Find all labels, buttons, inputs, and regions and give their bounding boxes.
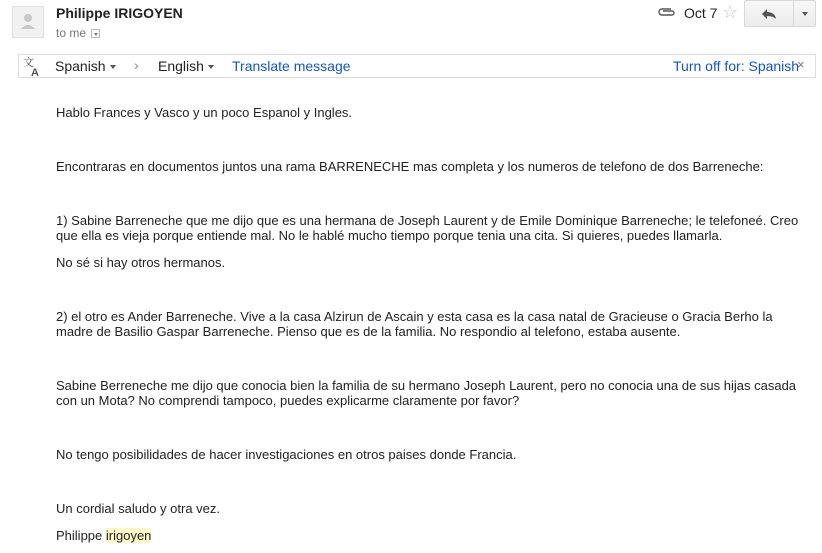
- target-language-label: English: [158, 58, 204, 74]
- source-language-label: Spanish: [55, 58, 106, 74]
- chevron-down-icon: [208, 65, 214, 69]
- chevron-down-icon: [802, 12, 808, 16]
- message-paragraph: Un cordial saludo y otra vez.: [56, 501, 221, 516]
- reply-icon: [761, 8, 777, 20]
- turn-off-translation-link[interactable]: Turn off for: Spanish: [673, 58, 800, 74]
- target-language-select[interactable]: [158, 58, 214, 74]
- details-dropdown-icon[interactable]: [91, 29, 100, 38]
- avatar[interactable]: [12, 6, 44, 38]
- translation-bar: [18, 54, 816, 78]
- source-language-select[interactable]: [55, 58, 116, 74]
- chevron-right-icon: ›: [134, 57, 139, 73]
- message-paragraph: 2) el otro es Ander Barreneche. Vive a la casa Alzirun de Ascain y esta casa es la casa natal de Gracieuse o Gracia Berho la madre de Basilio Gaspar Barreneche. Pienso que es de la familia. No respondio al telefono, estaba ausente.: [56, 309, 773, 339]
- message-paragraph: Encontraras en documentos juntos una rama BARRENECHE mas completa y los numeros de telefono de dos Barreneche:: [56, 159, 764, 174]
- translate-message-link[interactable]: Translate message: [232, 58, 351, 74]
- star-icon[interactable]: ☆: [722, 2, 739, 22]
- message-date: Oct 7: [684, 5, 718, 21]
- recipient-line: [56, 26, 100, 40]
- sender-name[interactable]: Philippe IRIGOYEN: [56, 5, 183, 21]
- translate-icon: [22, 56, 44, 81]
- message-paragraph: No sé si hay otros hermanos.: [56, 255, 226, 270]
- svg-text:A: A: [31, 67, 39, 78]
- signature-first-name: Philippe: [56, 528, 103, 543]
- reply-button[interactable]: [744, 0, 794, 27]
- signature: [56, 528, 806, 543]
- message-paragraph: 1) Sabine Barreneche que me dijo que es una hermana de Joseph Laurent y de Emile Dominique Barreneche; le telefoneé. Creo que ella es vieja porque entiende mal. No le hablé mucho tiempo porque tenia una cita. Si quieres, puedes llamarla.: [56, 213, 799, 243]
- svg-text:文: 文: [23, 57, 34, 69]
- chevron-down-icon: [110, 65, 116, 69]
- more-actions-button[interactable]: [793, 0, 816, 27]
- attachment-icon: [657, 6, 677, 25]
- message-paragraph: No tengo posibilidades de hacer investigaciones en otros paises donde Francia.: [56, 447, 517, 462]
- recipient-label: to me: [56, 26, 87, 40]
- signature-last-name: irigoyen: [105, 528, 152, 543]
- message-paragraph: Hablo Frances y Vasco y un poco Espanol y Ingles.: [56, 105, 353, 120]
- person-icon: [13, 7, 43, 37]
- close-icon[interactable]: ×: [797, 57, 805, 72]
- message-paragraph: Sabine Berreneche me dijo que conocia bien la familia de su hermano Joseph Laurent, pero no conocia una de sus hijas casada con un Mota? No comprendi tampoco, puedes explicarme claramente por favor?: [56, 378, 797, 408]
